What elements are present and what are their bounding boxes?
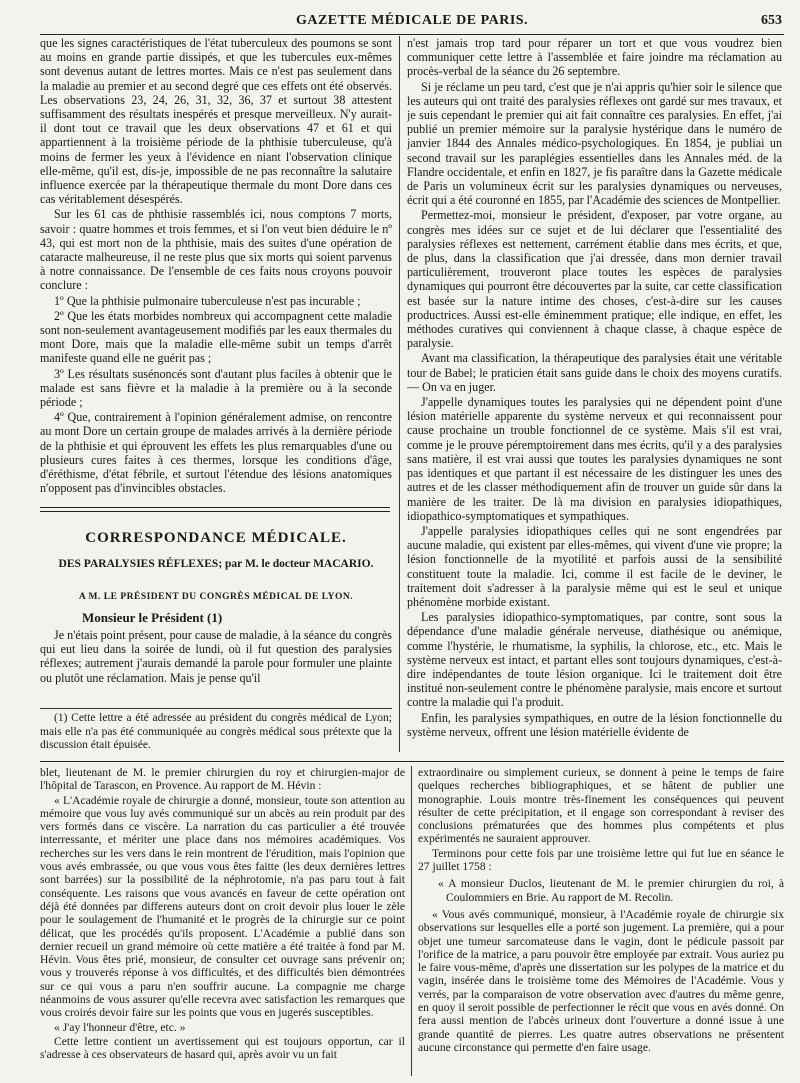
letter-body	[40, 628, 392, 708]
top-right-column	[407, 36, 782, 748]
paragraph: Sur les 61 cas de phthisie rassemblés ici, nous comptons 7 morts, savoir : quatre hommes et trois femmes, et si l'on veut bien déduire le nº 43, qui est mort non de la phthisie, mais des suites d'une opération de cataracte malheureuse, il ne reste plus que six morts qui soient parvenus à notre connaissance. De l'ensemble de ces faits nous croyons pouvoir conclure :	[40, 207, 392, 293]
footnote-text: (1) Cette lettre a été adressée au président du congrès médical de Lyon; mais elle n'a pas été communiquée au congrès médical sous prétexte que la discussion était épuisée.	[40, 712, 392, 750]
paragraph: Cette lettre contient un avertissement qui est toujours opportun, car il s'adresse à ces observateurs de hasard qui, après avoir vu un fait	[40, 1034, 405, 1062]
paragraph: « L'Académie royale de chirurgie a donné, monsieur, toute son attention au mémoire que vous luy avés communiqué sur un abcès au rein produit par des vers formés dans ce viscère. La narration du cas particulier a été trouvée interressante, et mériter une place dans nos mémoires académiques. Vos recherches sur les vers dans le rein montrent de l'érudition, mais l'opinion que vous avés embrassée, ou que vous vous êtes faitte (les deux dernières lettres sont barrées) sur la possibilité de la néphrotomie, n'a pas paru tout à fait conséquente. Les raisons que vous avancés en faveur de cette opération ont déjà été données par differens auteurs dont on croit devoir plus louer le zèle pour le soulagement de l'humanité et le progrès de la chirurgie sur ce point délicat, que les procédés qu'ils proposent. L'Académie a publié dans son dernier recueil un grand mémoire où cette matière a été traitée à fond par M. Hévin. Vous êtes prié, monsieur, de consulter cet ouvrage sans prévenir on; vous y trouverés réponse à vos difficultés, et des difficultés bien démontrées sur ce qui vous a paru n'en souffrir aucune. La compagnie me charge néanmoins de vous assurer qu'elle recevra avec satisfaction les remarques que vous croirés devoir faire sur les points que vous en jugerés susceptibles.	[40, 793, 405, 1020]
footnote-divider	[40, 708, 392, 709]
paragraph: 3º Les résultats susénoncés sont d'autant plus faciles à obtenir que le malade est sans fièvre et la maladie à la première ou à la seconde période ;	[40, 366, 392, 410]
paragraph: Terminons pour cette fois par une troisième lettre qui fut lue en séance le 27 juillet 1758 :	[418, 846, 784, 874]
paragraph: Enfin, les paralysies sympathiques, en outre de la lésion fonctionnelle du système nerveux, offrent une lésion matérielle évidente de	[407, 710, 782, 739]
paragraph: « Vous avés communiqué, monsieur, à l'Académie royale de chirurgie six observations sur lesquelles elle a porté son jugement. La première, qui a pour objet une tumeur sarcomateuse dans le vagin, dont le pédicule passoit par l'orifice de la matrice, a paru pouvoir être employée par extrait. Vous auriez pu le faire vous-même, d'après une dissertation sur les polypes de la matrice et du vagin, insérée dans le troisième tome des Mémoires de l'Académie. Vous y verrés, par la comparaison de votre observation avec d'autres du même genre, en quoy il seroit possible de perfectionner le récit que vous en avés donné. On fera aussi mention de l'abcès urineux dont l'ouverture a donné issue à une grande quantité de pierres. Les quatre autres observations ne présentent aucune circonstance qui permette d'en faire usage.	[418, 907, 784, 1054]
feuilleton-divider	[40, 761, 784, 764]
paragraph: Avant ma classification, la thérapeutique des paralysies était une véritable tour de Babel; le praticien était sans guide dans le choix des moyens curatifs. — On va en juger.	[407, 351, 782, 394]
letter-addressee: A M. LE PRÉSIDENT DU CONGRÈS MÉDICAL DE LYON.	[78, 592, 354, 602]
paragraph: 2º Que les états morbides nombreux qui accompagnent cette maladie sont non-seulement avantageusement modifiés par les eaux thermales du mont Dore, mais que la maladie elle-même subit un temps d'arrêt manifeste quand elle ne guérit pas ;	[40, 308, 392, 366]
paragraph: J'appelle dynamiques toutes les paralysies qui ne dépendent point d'une lésion matérielle apparente du système nerveux et qui reconnaissent pour cause prochaine un trouble fonctionnel de ce système. Mais s'il est vrai, comme je le prouve péremptoirement dans mes écrits, qu'il y a des paralysies sans matière, il est vrai aussi que toutes les paralysies dynamiques ne sont pas identiques et que partant il est nécessaire de les distinguer les unes des autres et de les classer méthodiquement afin de trouver un guide sûr dans la manière de les traiter. De là ma division en paralysies idiopathiques, idiopathico-symptomatiques et sympathiques.	[407, 395, 782, 523]
paragraph: « A monsieur Duclos, lieutenant de M. le premier chirurgien du roi, à Coulommiers en Brie. Au rapport de M. Recolin.	[438, 877, 784, 904]
top-left-column	[40, 36, 392, 506]
section-title: CORRESPONDANCE MÉDICALE.	[85, 530, 347, 546]
bottom-left-column	[40, 766, 405, 1081]
paragraph: extraordinaire ou simplement curieux, se donnent à peine le temps de faire quelques recherches bibliographiques, et se hâtent de publier une monographie. Louis montre très-finement les conséquences qui peuvent résulter de cette précipitation, et il engage son correspondant à reviser des conclusions prématurées que des hommes plus compétents et plus expérimentés ne sauraient approuver.	[418, 766, 784, 846]
page-number: 653	[761, 13, 782, 28]
paragraph: 4º Que, contrairement à l'opinion généralement admise, on rencontre au mont Dore un certain groupe de malades arrivés à la dernière période de la phthisie et qui éprouvent les effets les plus remarquables d'une ou plusieurs cures faites à ces thermes, lorsque les conditions d'âge, d'éréthisme, d'état fébrile, et surtout l'étendue des lésions anatomiques n'opposent pas d'invincibles obstacles.	[40, 410, 392, 496]
article-subtitle: DES PARALYSIES RÉFLEXES; par M. le docteur MACARIO.	[58, 558, 374, 570]
paragraph: 1º Que la phthisie pulmonaire tuberculeuse n'est pas incurable ;	[54, 293, 361, 308]
journal-title: GAZETTE MÉDICALE DE PARIS.	[295, 13, 529, 28]
paragraph: « J'ay l'honneur d'être, etc. »	[54, 1020, 186, 1034]
bottom-right-column	[418, 766, 784, 1081]
column-divider	[411, 766, 412, 1076]
paragraph: Les paralysies idiopathico-symptomatiques, par contre, sont sous la dépendance d'une maladie générale nerveuse, diathésique ou anémique, comme l'hystérie, le rhumatisme, la syphilis, la chlorose, etc., etc. Mais le système nerveux est intact, et partant elles sont toujours dynamiques, c'est-à-dire indépendantes de toute lésion organique. Ici le traitement doit être institué non-seulement contre le phénomène paralysie, mais encore et surtout contre la maladie qui l'a produit.	[407, 610, 782, 710]
paragraph: Permettez-moi, monsieur le président, d'exposer, par votre organe, au congrès mes idées sur ce sujet et de lui déclarer que l'essentialité des paralysies réflexes est nettement, carrément établie dans mes écrits, et que, de plus, dans la classification que j'ai dressée, dans mon dernier travail particulièrement, trouveront place toutes les espèces de paralysies dynamiques qui pourront être découvertes par la suite, car cette classification est basée sur la nature intime des choses, c'est-à-dire sur les causes productrices. Aussi est-elle éminemment pratique; elle indique, en effet, les méthodes curatives qui conviennent à chaque classe, à chaque espèce de paralysie.	[407, 208, 782, 351]
paragraph: n'est jamais trop tard pour réparer un tort et que vous voudrez bien communiquer cette lettre à l'assemblée et faire joindre ma réclamation au procès-verbal de la séance du 26 septembre.	[407, 36, 782, 79]
paragraph: Je n'étais point présent, pour cause de maladie, à la séance du congrès qui eut lieu dans la soirée de lundi, où il fut question des paralysies réflexes; autrement j'aurais demandé la parole pour formuler une plainte ou plutôt une réclamation. Mais je pense qu'il	[40, 628, 392, 685]
page-header	[40, 4, 784, 35]
paragraph: Si je réclame un peu tard, c'est que je n'ai appris qu'hier soir le silence que les auteurs qui ont traité des paralysies réflexes ont gardé sur mes travaux, et je suis cependant le premier qui ait fait connaître ces paralysies. En effet, j'ai publié un premier mémoire sur la paralysie hystérique dans le numéro de janvier 1844 des Annales médico-psychologiques. En 1854, je publiai un second travail sur les paraplégies essentielles dans les Annales méd. de la Flandre occidentale, et enfin en 1827, je fis paraître dans la Gazette médicale de Paris un volumineux écrit sur les paralysies dynamiques ou nerveuses, écrit qui a été couronné en 1855, par l'Académie des sciences de Montpellier.	[407, 79, 782, 208]
paragraph: que les signes caractéristiques de l'état tuberculeux des poumons se sont au moins en grande partie dissipés, et que les tubercules eux-mêmes sont devenus autant de lettres mortes. Mais ce n'est pas seulement dans la maladie au premier et au second degré que ces effets ont été observés. Les observations 23, 24, 26, 31, 32, 36, 37 et surtout 38 attestent suffisamment des résultats inespérés et presque merveilleux. N'y aurait-il dont tout ce travail que les deux observations 47 et 61 et qui appartiennent à la troisième période de la phthisie tuberculeuse, qu'à moins de fermer les yeux à l'évidence en niant l'observation clinique elle-même, qu'il est, dis-je, impossible de ne pas reconnaître la salutaire influence exercée par la thérapeutique thermale du mont Dore dans ces cas véritablement désespérés.	[40, 36, 392, 207]
column-divider	[399, 36, 400, 752]
paragraph: blet, lieutenant de M. le premier chirurgien du roy et chirurgien-major de l'hôpital de Tarascon, en Provence. Au rapport de M. Hévin :	[40, 766, 405, 793]
section-divider	[40, 507, 390, 512]
letter-salutation: Monsieur le Président (1)	[82, 610, 223, 625]
paragraph: J'appelle paralysies idiopathiques celles qui ne sont engendrées par aucune maladie, qui existent par elles-mêmes, qui vivent d'une vie propre; la lésion fonctionnelle de la myotilité et parfois aussi de la sensibilité constituent toute la maladie. Ici, comme il est facile de le deviner, le traitement doit s'adresser à la paralysie même qui est le seul et unique phénomène morbide existant.	[407, 523, 782, 609]
footnote	[40, 712, 392, 750]
